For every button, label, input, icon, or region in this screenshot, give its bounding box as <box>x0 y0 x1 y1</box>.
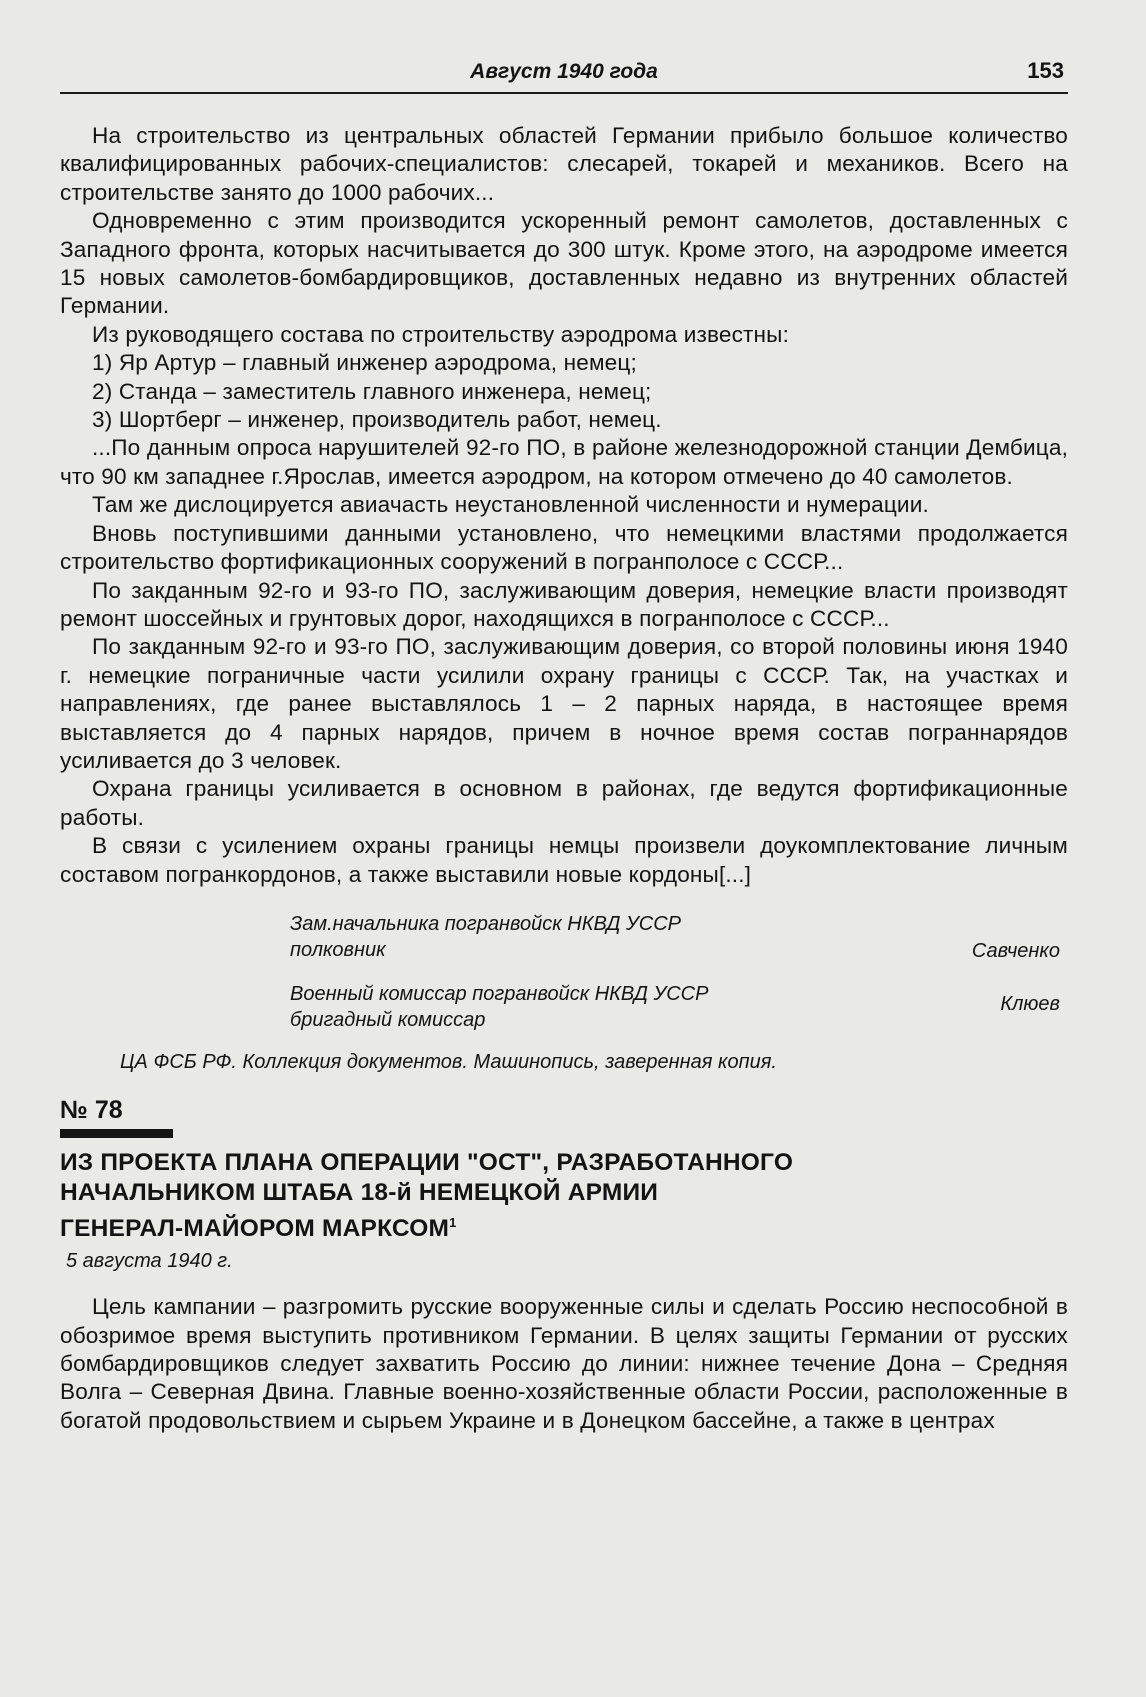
paragraph: Цель кампании – разгромить русские вооруженные силы и сделать Россию неспособной в обозримое время выступить противником Германии. В целях защиты Германии от русских бомбардировщиков следует захватить Россию до линии: нижнее течение Дона – Средняя Волга – Северная Двина. Главные военно-хозяйственные области России, расположенные в богатой продовольствием и сырьем Украине и в Донецком бассейне, а также в центрах <box>60 1294 1068 1433</box>
paragraph: Одновременно с этим производится ускоренный ремонт самолетов, доставленных с Западного фронта, которых насчитывается до 300 штук. Кроме этого, на аэродроме имеется 15 новых самолетов-бомбардировщиков, доставленных недавно из внутренних областей Германии. <box>60 208 1068 319</box>
paragraph: ...По данным опроса нарушителей 92-го ПО, в районе железнодорожной станции Дембица, что 90 км западнее г.Ярослав, имеется аэродром, на котором отмечено до 40 самолетов. <box>60 435 1068 489</box>
signatory-name: Савченко <box>971 939 1060 962</box>
signatory-position: Зам.начальника погранвойск НКВД УССР <box>290 912 682 935</box>
signatory-position: Военный комиссар погранвойск НКВД УССР <box>290 982 709 1005</box>
list-item: 1) Яр Артур – главный инженер аэродрома, немец; <box>92 350 637 376</box>
signatory-rank: полковник <box>290 938 386 961</box>
document-rule <box>60 1129 173 1138</box>
page-header <box>60 52 1068 94</box>
list-item: 3) Шортберг – инженер, производитель работ, немец. <box>92 407 662 433</box>
archive-note: ЦА ФСБ РФ. Коллекция документов. Машинопись, заверенная копия. <box>120 1050 777 1073</box>
signature-block <box>290 981 1060 1033</box>
page-number: 153 <box>1027 58 1064 83</box>
document-title <box>60 1148 1068 1244</box>
document-number: № 78 <box>60 1095 123 1124</box>
paragraph: Вновь поступившими данными установлено, что немецкими властями продолжается строительство фортификационных сооружений в погранполосе с СССР... <box>60 520 1068 575</box>
paragraph: Из руководящего состава по строительству аэродрома известны: <box>92 321 789 347</box>
title-line-last <box>60 1208 1068 1244</box>
plan-body <box>60 1293 1068 1435</box>
title-line: ГЕНЕРАЛ-МАЙОРОМ МАРКСОМ <box>60 1215 450 1243</box>
document-date: 5 августа 1940 г. <box>66 1250 233 1273</box>
report-body <box>60 122 1068 889</box>
footnote-mark: 1 <box>449 1214 457 1230</box>
title-line: ИЗ ПРОЕКТА ПЛАНА ОПЕРАЦИИ "ОСТ", РАЗРАБОТАННОГО <box>60 1148 794 1176</box>
signatory-rank: бригадный комиссар <box>290 1008 486 1031</box>
paragraph: На строительство из центральных областей Германии прибыло большое количество квалифицированных рабочих-специалистов: слесарей, токарей и механиков. Всего на строительстве занято до 1000 рабочих... <box>60 123 1068 205</box>
paragraph: В связи с усилением охраны границы немцы произвели доукомплектование личным составом погранкордонов, а также выставили новые кордоны[...] <box>60 833 1068 887</box>
signature-block <box>290 911 1060 963</box>
signatory-name: Клюев <box>1000 992 1060 1015</box>
paragraph: По закданным 92-го и 93-го ПО, заслуживающим доверия, немецкие власти производят ремонт шоссейных и грунтовых дорог, находящихся в погранполосе с СССР... <box>60 577 1068 631</box>
signatures <box>60 911 1068 1033</box>
running-title: Август 1940 года <box>470 60 658 83</box>
list-item: 2) Станда – заместитель главного инженера, немец; <box>92 378 652 404</box>
paragraph: Там же дислоцируется авиачасть неустановленной численности и нумерации. <box>92 492 929 518</box>
paragraph: Охрана границы усиливается в основном в районах, где ведутся фортификационные работы. <box>60 776 1068 830</box>
paragraph: По закданным 92-го и 93-го ПО, заслуживающим доверия, со второй половины июня 1940 г. немецкие пограничные части усилили охрану границы с СССР. Так, на участках и направлениях, где ранее выставлялось 1 – 2 парных наряда, в настоящее время выставляется до 4 парных нарядов, причем в ночное время состав пограннарядов усиливается до 3 человек. <box>60 634 1068 773</box>
title-line: НАЧАЛЬНИКОМ ШТАБА 18-й НЕМЕЦКОЙ АРМИИ <box>60 1178 659 1206</box>
